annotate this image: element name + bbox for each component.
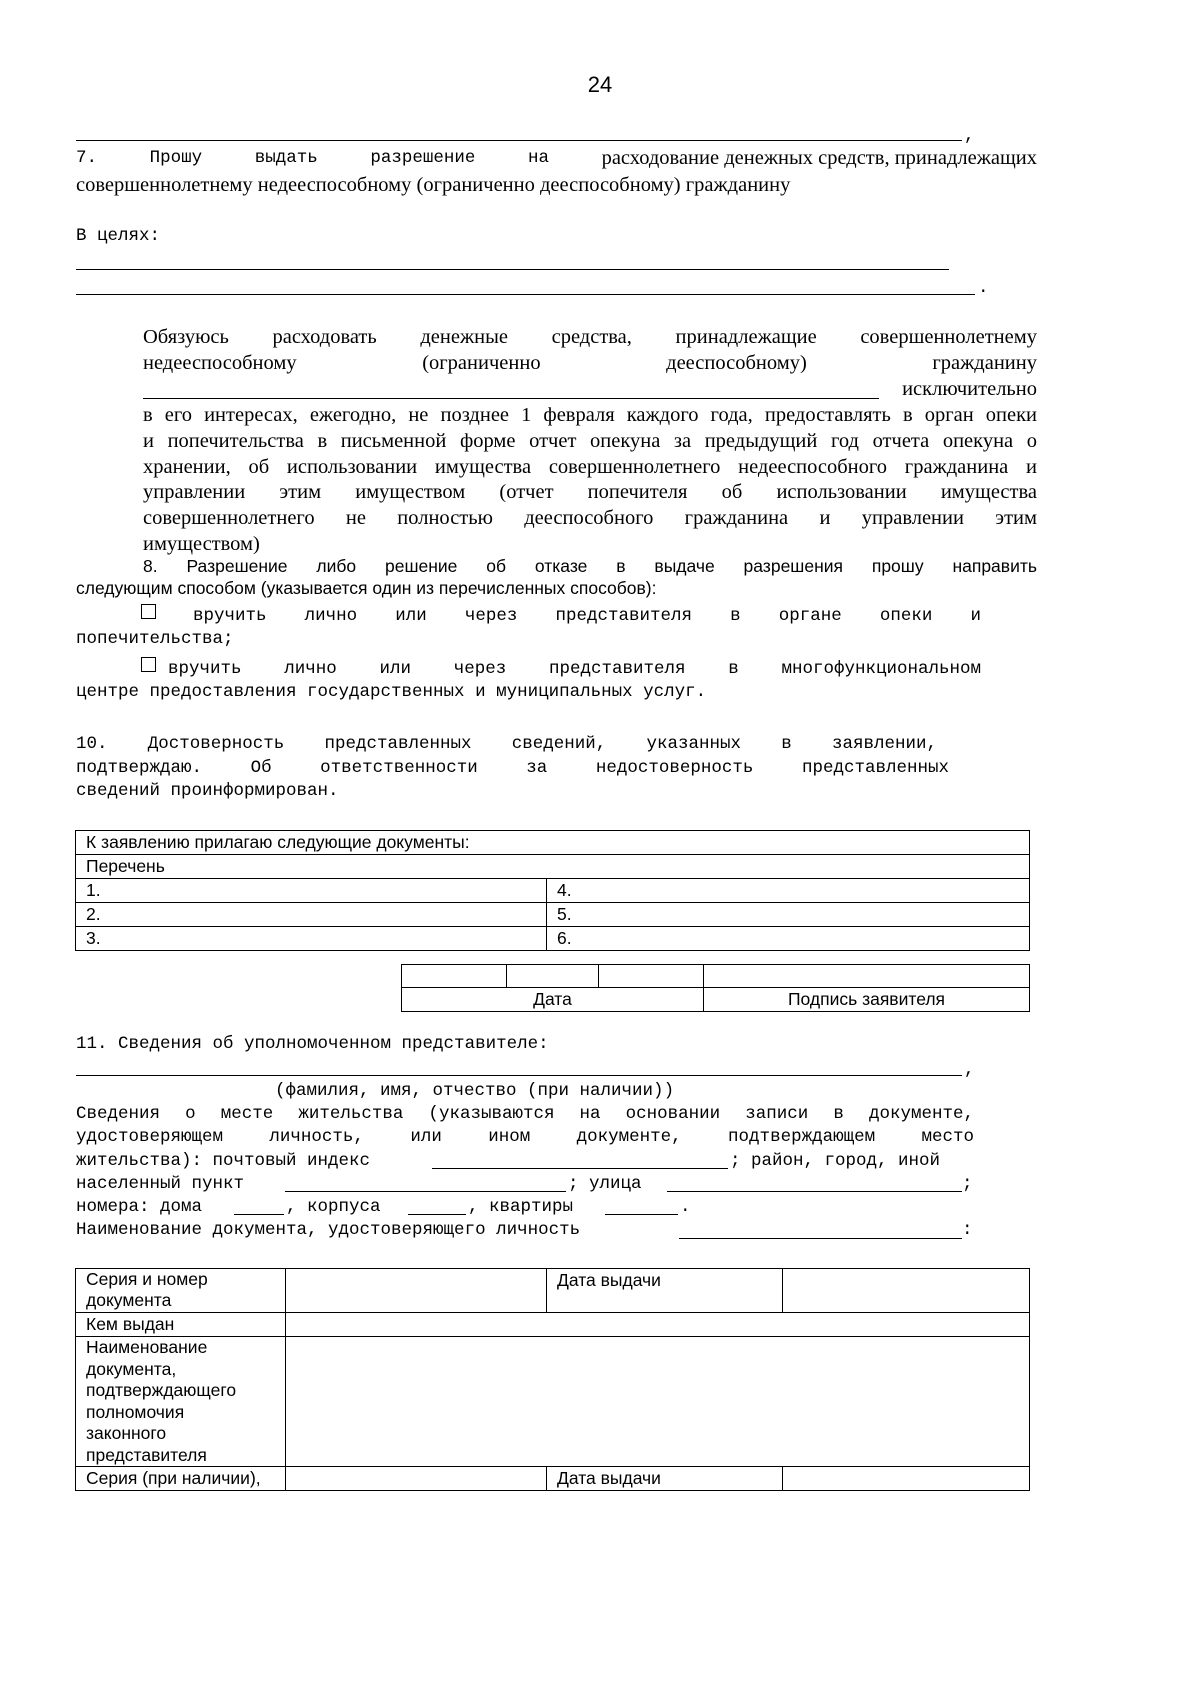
name-hint: (фамилия, имя, отчество (при наличии))	[275, 1081, 675, 1101]
option2-line1: вручить лично или через представителя в многофункциональном	[168, 659, 981, 679]
top-comma: ,	[964, 126, 975, 146]
issue-date-cell-2[interactable]	[783, 1467, 1030, 1491]
representative-name-line[interactable]	[76, 1075, 962, 1076]
residence-line3b: ; район, город, иной	[730, 1151, 941, 1171]
option2-line2: центре предоставления государственных и муниципальных услуг.	[76, 682, 707, 702]
building-line[interactable]	[408, 1214, 466, 1215]
purpose-line-1[interactable]	[76, 269, 949, 270]
item7-word: выдать	[254, 148, 318, 168]
numbers-building-label: , корпуса	[286, 1197, 381, 1217]
obligation-word: (ограниченно	[422, 352, 541, 374]
series-optional-cell[interactable]	[286, 1467, 547, 1491]
document-cell-6[interactable]: 6.	[547, 927, 1030, 951]
option2-checkbox[interactable]	[141, 657, 156, 672]
residence-line4c: ;	[962, 1174, 973, 1194]
postal-code-line[interactable]	[432, 1168, 728, 1169]
id-doc-line[interactable]	[679, 1238, 962, 1239]
authority-doc-line: полномочия	[86, 1401, 185, 1422]
item8-line1: 8. Разрешение либо решение об отказе в выдаче разрешения прошу направить	[143, 556, 1037, 576]
authority-doc-cell[interactable]	[286, 1337, 1030, 1467]
documents-list-label: Перечень	[76, 855, 1030, 879]
date-year-cell[interactable]	[599, 965, 704, 988]
signature-label: Подпись заявителя	[704, 988, 1030, 1012]
item11-title: 11. Сведения об уполномоченном представителе:	[76, 1034, 549, 1054]
citizen-name-line[interactable]	[143, 398, 879, 399]
street-line[interactable]	[667, 1191, 962, 1192]
document-cell-1[interactable]: 1.	[76, 879, 547, 903]
series-number-cell[interactable]	[286, 1269, 547, 1313]
obligation-text-5: совершеннолетнего не полностью дееспособного гражданина и управлении этим	[143, 507, 1037, 529]
document-cell-3[interactable]: 3.	[76, 927, 547, 951]
authority-doc-line: документа,	[86, 1358, 177, 1379]
residence-line3a: жительства): почтовый индекс	[76, 1151, 371, 1171]
authority-doc-label	[76, 1337, 286, 1467]
issued-by-cell[interactable]	[286, 1313, 1030, 1337]
obligation-exclusive: исключительно	[902, 378, 1037, 400]
house-line[interactable]	[234, 1214, 284, 1215]
id-doc-colon: :	[962, 1220, 973, 1240]
obligation-word: дееспособному)	[666, 352, 807, 374]
obligation-text-6: имуществом)	[143, 533, 260, 555]
representative-table	[75, 1268, 1030, 1491]
issued-by-label: Кем выдан	[76, 1313, 286, 1337]
obligation-text-1: в его интересах, ежегодно, не позднее 1 февраля каждого года, предоставлять в орган опеки	[143, 404, 1037, 426]
authority-doc-line: представителя	[86, 1444, 207, 1465]
top-blank-line[interactable]	[76, 140, 962, 141]
item10-line2: подтверждаю. Об ответственности за недостоверность представленных	[76, 758, 949, 778]
purpose-period: .	[978, 278, 989, 298]
residence-line4a: населенный пункт	[76, 1174, 245, 1194]
numbers-house-label: номера: дома	[76, 1197, 203, 1217]
numbers-apartment-label: , квартиры	[468, 1197, 574, 1217]
series-number-label	[76, 1269, 286, 1313]
item7-word: разрешение	[370, 148, 476, 168]
obligation-word: совершеннолетнему	[860, 326, 1037, 348]
obligation-word: недееспособному	[143, 352, 297, 374]
item7-word: 7.	[76, 148, 98, 168]
residence-line4b: ; улица	[568, 1174, 642, 1194]
document-cell-4[interactable]: 4.	[547, 879, 1030, 903]
option1-line1: вручить лично или через представителя в органе опеки и	[193, 606, 981, 626]
item7-line1	[76, 146, 1037, 170]
purpose-line-2[interactable]	[76, 294, 975, 295]
issue-date-cell[interactable]	[783, 1269, 1030, 1313]
option1-checkbox[interactable]	[141, 604, 156, 619]
apartment-line[interactable]	[605, 1214, 678, 1215]
item7-word: на	[527, 148, 549, 168]
item11-comma: ,	[964, 1060, 975, 1080]
series-optional-label: Серия (при наличии),	[76, 1467, 286, 1491]
residence-line2: удостоверяющем личность, или ином документе, подтверждающем место	[76, 1127, 974, 1147]
series-number-label-line: Серия и номер	[86, 1269, 208, 1289]
issue-date-label: Дата выдачи	[547, 1269, 783, 1313]
documents-header: К заявлению прилагаю следующие документы:	[76, 831, 1030, 855]
documents-table	[75, 830, 1030, 951]
signature-cell[interactable]	[704, 965, 1030, 988]
item10-line3: сведений проинформирован.	[76, 781, 339, 801]
page-number: 24	[587, 72, 613, 97]
item10-line1: 10. Достоверность представленных сведений, указанных в заявлении,	[76, 734, 937, 754]
option1-line2: попечительства;	[76, 629, 234, 649]
obligation-word: расходовать	[272, 326, 377, 348]
document-cell-2[interactable]: 2.	[76, 903, 547, 927]
obligation-line1	[143, 323, 1037, 351]
obligation-word: гражданину	[932, 352, 1037, 374]
authority-doc-line: подтверждающего	[86, 1380, 237, 1400]
date-day-cell[interactable]	[402, 965, 507, 988]
obligation-text-2: и попечительства в письменной форме отчет опекуна за предыдущий год отчета опекуна о	[143, 430, 1037, 452]
obligation-text-3: хранении, об использовании имущества совершеннолетнего недееспособного гражданина и	[143, 456, 1037, 478]
date-label: Дата	[402, 988, 704, 1012]
issue-date-label-2: Дата выдачи	[547, 1467, 783, 1491]
item7-word: расходование денежных средств, принадлежащих	[601, 147, 1037, 169]
obligation-word: Обязуюсь	[143, 326, 229, 348]
obligation-word: средства,	[551, 326, 632, 348]
authority-doc-line: Наименование	[86, 1337, 208, 1357]
document-cell-5[interactable]: 5.	[547, 903, 1030, 927]
item7-line2: совершеннолетнему недееспособному (ограниченно дееспособному) гражданину	[76, 174, 791, 196]
item8-line2: следующим способом (указывается один из перечисленных способов):	[76, 578, 657, 598]
obligation-word: принадлежащие	[675, 326, 817, 348]
signature-table	[401, 964, 1030, 1012]
residence-line1: Сведения о месте жительства (указываются на основании записи в документе,	[76, 1104, 974, 1124]
item7-word: Прошу	[149, 148, 203, 168]
locality-line[interactable]	[285, 1191, 566, 1192]
date-month-cell[interactable]	[507, 965, 599, 988]
purpose-label: В целях:	[76, 226, 161, 246]
obligation-text-4: управлении этим имуществом (отчет попечителя об использовании имущества	[143, 481, 1037, 503]
numbers-period: .	[680, 1197, 691, 1217]
authority-doc-line: законного	[86, 1423, 167, 1443]
id-doc-label: Наименование документа, удостоверяющего личность	[76, 1220, 581, 1240]
obligation-line2	[143, 349, 1037, 377]
obligation-word: денежные	[420, 326, 508, 348]
series-number-label-line: документа	[86, 1290, 172, 1310]
